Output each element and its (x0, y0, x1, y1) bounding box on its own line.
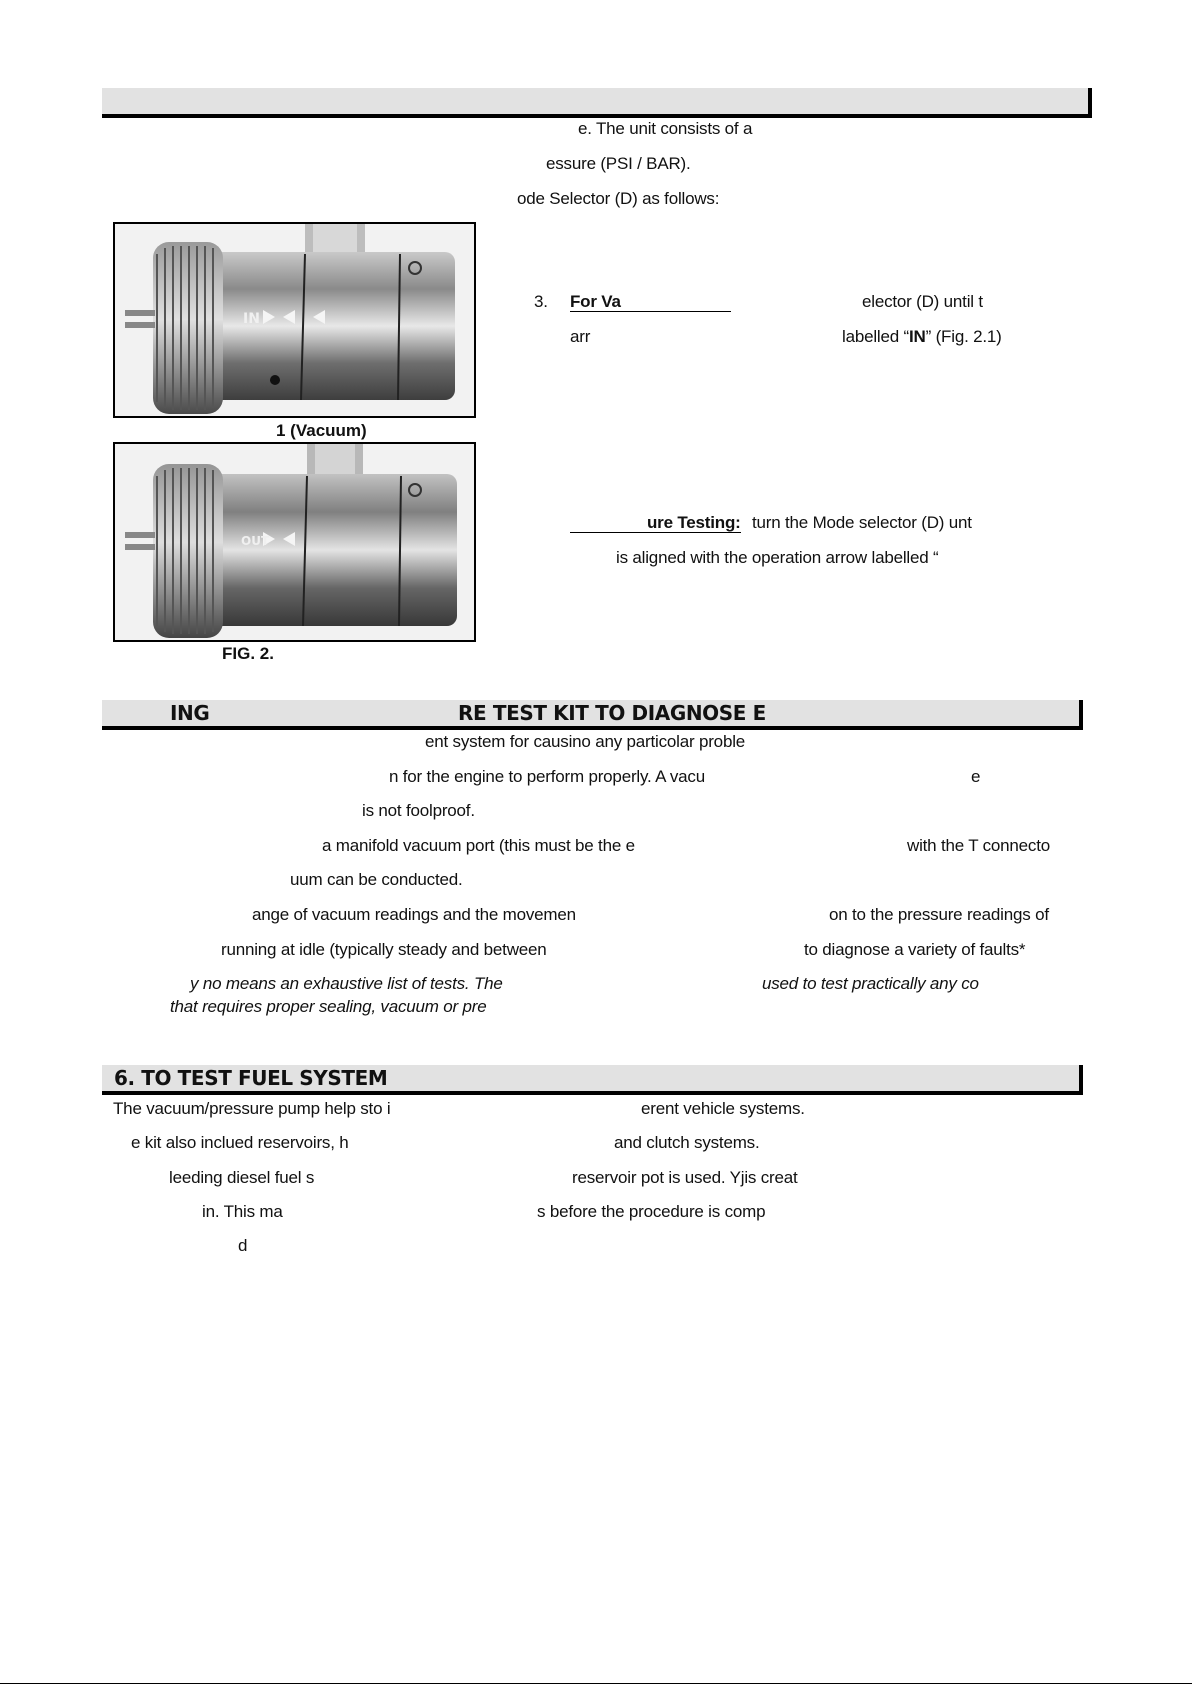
step-3-label: For Va (570, 292, 621, 311)
section-6-line-1-start: The vacuum/pressure pump help sto i (113, 1099, 391, 1118)
top-header-bar (102, 88, 1092, 118)
page-bottom-rule (0, 1683, 1192, 1684)
section-5-header-right: RE TEST KIT TO DIAGNOSE E (458, 701, 766, 725)
figure-1-caption: 1 (Vacuum) (276, 421, 367, 440)
section-5-line-5: uum can be conducted. (290, 870, 463, 889)
mode-selector-pressure-illustration (115, 444, 474, 640)
section-5-header-left: ING (170, 701, 210, 725)
section-6-line-2-end: and clutch systems. (614, 1133, 760, 1152)
step-3-line2-post: ” (Fig. 2.1) (925, 327, 1002, 346)
step-3-label-underline (570, 311, 731, 312)
section-5-line-7-end: to diagnose a variety of faults* (804, 940, 1026, 959)
section-5-line-6-end: on to the pressure readings of (829, 905, 1049, 924)
section-5-line-7: running at idle (typically steady and between (221, 940, 547, 959)
step-3-in-label: IN (909, 327, 926, 346)
section-6-line-3-start: leeding diesel fuel s (169, 1168, 315, 1187)
figure-2-pressure-image (113, 442, 476, 642)
section-5-line-4: a manifold vacuum port (this must be the e (322, 836, 635, 855)
intro-line-1: e. The unit consists of a (578, 119, 753, 138)
step-4-line2: is aligned with the operation arrow labelled “ (616, 548, 939, 567)
section-5-line-4-end: with the T connecto (907, 836, 1050, 855)
fig2-out-mark: OUT (241, 534, 270, 548)
section-5-note-a: y no means an exhaustive list of tests. The (190, 974, 503, 993)
mode-selector-vacuum-illustration (115, 224, 474, 416)
section-6-line-4-end: s before the procedure is comp (537, 1202, 766, 1221)
section-5-note-b: used to test practically any co (762, 974, 979, 993)
step-3-text: elector (D) until t (862, 292, 983, 311)
section-6-line-3-end: reservoir pot is used. Yjis creat (572, 1168, 798, 1187)
section-6-line-5: d (238, 1236, 248, 1255)
section-5-line-2: n for the engine to perform properly. A vacu (389, 767, 705, 786)
section-6-line-2-start: e kit also inclued reservoirs, h (131, 1133, 349, 1152)
section-6-header: 6. TO TEST FUEL SYSTEM (114, 1066, 388, 1090)
section-5-line-3: is not foolproof. (362, 801, 475, 820)
section-5-line-2-end: e (971, 767, 981, 786)
section-6-line-1-end: erent vehicle systems. (641, 1099, 805, 1118)
step-3-line2-pre: labelled “ (842, 327, 909, 346)
figure-1-vacuum-image (113, 222, 476, 418)
section-5-note-c: that requires proper sealing, vacuum or pre (170, 997, 487, 1016)
section-6-line-4-start: in. This ma (202, 1202, 283, 1221)
step-3-line2-end (842, 327, 1002, 347)
figure-2-caption: FIG. 2. (222, 644, 274, 663)
section-5-line-6: ange of vacuum readings and the movemen (252, 905, 576, 924)
step-4-label: ure Testing: (647, 513, 741, 532)
section-5-line-1: ent system for causino any particolar proble (425, 732, 746, 751)
step-3-line2-start: arr (570, 327, 591, 346)
intro-line-3: ode Selector (D) as follows: (517, 189, 720, 208)
step-3-number: 3. (534, 292, 548, 311)
fig1-in-mark: IN (243, 311, 260, 327)
intro-line-2: essure (PSI / BAR). (546, 154, 691, 173)
step-4-text: turn the Mode selector (D) unt (752, 513, 972, 532)
